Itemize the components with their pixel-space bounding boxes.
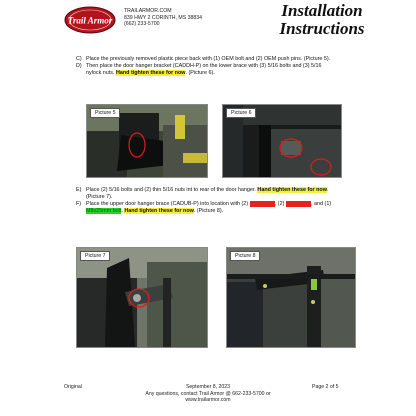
company-website: TRAILARMOR.COM	[124, 8, 172, 14]
picture-6	[222, 104, 342, 178]
trail-armor-logo	[64, 6, 116, 34]
company-info	[124, 8, 202, 28]
step-f: F) Place the upper door hanger brace (CADUB-P) into location with (2) XXXXXXX, (2) XXXXXXX, and (1) M8x25mm bolt. Hand tighten these for now. (Picture 8).	[76, 201, 332, 214]
footer-center: September 8, 2023 Any questions, contact Trail Armor @ 662-233-5700 or www.trailarmor.com	[145, 384, 271, 404]
picture-5-label: Picture 5	[90, 108, 120, 118]
footer-left: Original	[64, 384, 82, 390]
step-f-text: Place the upper door hanger brace (CADUB-P) into location with (2)	[86, 201, 250, 207]
step-f-red-1: XXXXXXX	[249, 201, 275, 207]
step-e-highlight: Hand tighten these for now	[257, 187, 327, 193]
step-f-red-2: XXXXXXX	[285, 201, 312, 207]
step-f-highlight: Hand tighten these for now	[124, 207, 194, 214]
footer-page-number: Page 2 of 5	[312, 384, 339, 390]
step-e: E) Place (2) 5/16 bolts and (2) thin 5/16 nuts int to rear of the door hanger. Hand tighten these for now. (Picture 7).	[76, 187, 329, 200]
logo-text: Trail Armor	[67, 15, 113, 26]
step-e-text: Place (2) 5/16 bolts and (2) thin 5/16 nuts int to rear of the door hanger.	[86, 187, 258, 193]
picture-7	[76, 247, 208, 348]
step-d-line1: Then place the door hanger bracket (CADDH-P) on the lower brace with (3) 5/16 bolts and (3) 5/16	[86, 63, 322, 69]
picture-7-label: Picture 7	[80, 251, 110, 261]
picture-6-label: Picture 6	[226, 108, 256, 118]
step-c-text: Place the previously removed plastic piece back with (1) OEM bolt and (2) OEM push pins. (Picture 5).	[86, 56, 331, 62]
step-d-letter: D)	[76, 63, 82, 69]
company-address: 839 HWY 2 CORINTH, MS 38834	[124, 14, 203, 21]
picture-8-label: Picture 8	[230, 251, 260, 261]
step-f-letter: F)	[76, 201, 82, 207]
step-d-highlight: Hand tighten these for now	[115, 69, 186, 76]
step-e-letter: E)	[76, 187, 82, 193]
picture-8	[226, 247, 356, 348]
step-c	[76, 56, 376, 63]
step-c-letter: C)	[76, 56, 82, 62]
picture-5	[86, 104, 208, 178]
step-f-green: M8x25mm bolt	[86, 207, 122, 214]
company-phone: (662) 233-5700	[124, 21, 160, 28]
page-title: Installation Instructions	[279, 1, 365, 38]
step-d: D) Then place the door hanger bracket (CADDH-P) on the lower brace with (3) 5/16 bolts and (3) 5/16 nylock nuts. Hand tighten these for now. (Picture 6).	[76, 63, 322, 76]
